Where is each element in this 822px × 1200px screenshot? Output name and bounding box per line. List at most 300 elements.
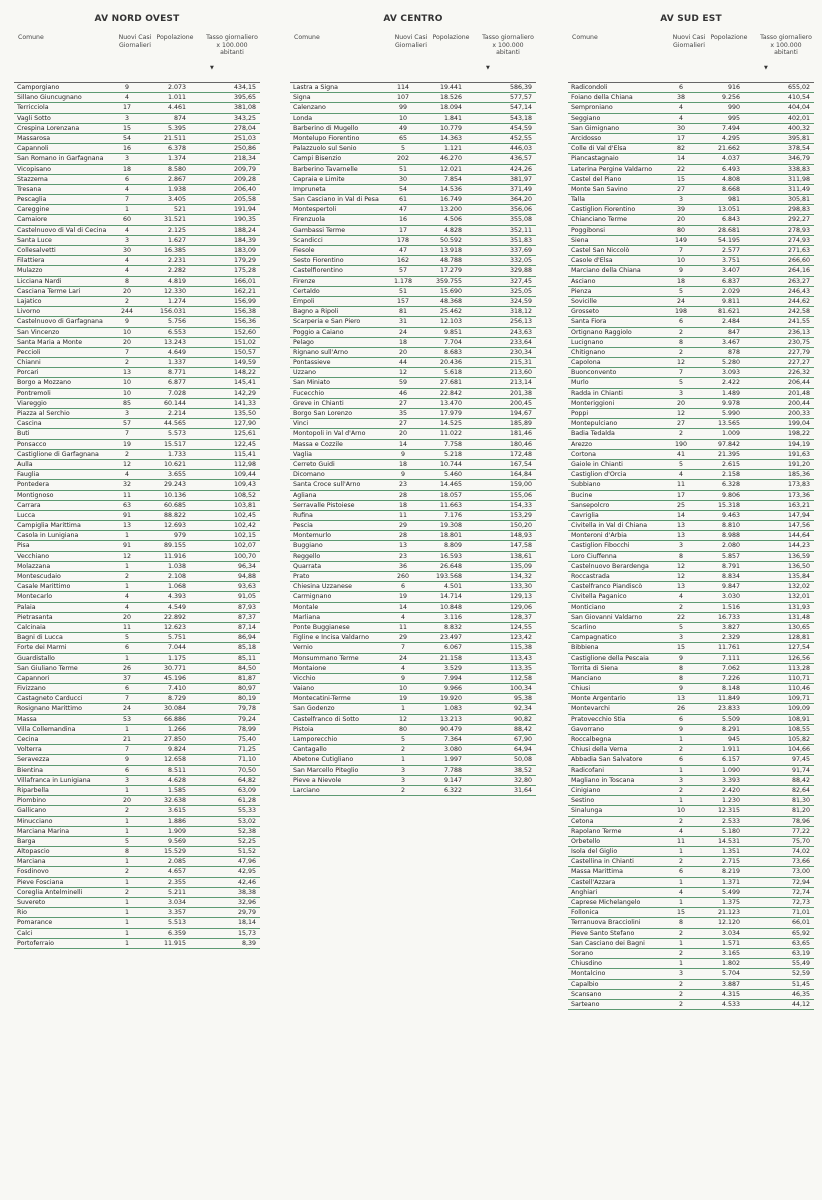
nuovi-casi-cell: 3 bbox=[678, 196, 683, 204]
table-row bbox=[14, 470, 260, 480]
tasso-cell: 167,54 bbox=[509, 460, 532, 468]
comune-cell: Rufina bbox=[293, 511, 313, 519]
tasso-cell: 113,43 bbox=[509, 654, 532, 662]
table-body bbox=[14, 82, 260, 949]
popolazione-cell: 16.593 bbox=[439, 552, 462, 560]
comune-cell: Chiusi della Verna bbox=[571, 746, 628, 754]
comune-cell: Guardistallo bbox=[17, 654, 55, 662]
comune-cell: Fiesole bbox=[293, 247, 315, 254]
nuovi-casi-cell: 27 bbox=[676, 185, 685, 193]
comune-cell: Buggiano bbox=[293, 542, 323, 550]
popolazione-cell: 1.175 bbox=[167, 654, 186, 662]
popolazione-cell: 4.549 bbox=[167, 603, 186, 611]
table-row bbox=[290, 215, 536, 225]
tasso-cell: 38,52 bbox=[513, 766, 532, 774]
popolazione-cell: 25.462 bbox=[439, 308, 462, 316]
tasso-cell: 213,60 bbox=[509, 369, 532, 377]
tasso-cell: 201,38 bbox=[509, 389, 532, 397]
popolazione-cell: 4.295 bbox=[721, 134, 740, 142]
nuovi-casi-cell: 15 bbox=[676, 644, 685, 652]
tasso-cell: 148,22 bbox=[233, 369, 256, 377]
table-row bbox=[14, 165, 260, 175]
table-row bbox=[290, 704, 536, 714]
table-row bbox=[14, 195, 260, 205]
tasso-cell: 64,82 bbox=[237, 776, 256, 784]
nuovi-casi-cell: 3 bbox=[124, 410, 129, 417]
comune-cell: Chiusi bbox=[571, 685, 591, 693]
table-row bbox=[568, 429, 814, 439]
comune-cell: Loro Ciuffenna bbox=[571, 552, 617, 560]
tasso-cell: 129,06 bbox=[509, 603, 532, 611]
comune-cell: Casole d'Elsa bbox=[571, 257, 613, 265]
nuovi-casi-cell: 54 bbox=[398, 185, 407, 193]
tasso-cell: 109,09 bbox=[787, 705, 810, 713]
tasso-cell: 100,70 bbox=[233, 552, 256, 560]
table-row bbox=[568, 929, 814, 939]
nuovi-casi-cell: 13 bbox=[676, 532, 685, 540]
tasso-cell: 218,34 bbox=[233, 155, 256, 163]
tasso-cell: 77,22 bbox=[791, 827, 810, 835]
comune-cell: Larciano bbox=[293, 786, 320, 794]
table-row bbox=[568, 664, 814, 674]
tasso-cell: 78,96 bbox=[791, 817, 810, 825]
tasso-cell: 87,93 bbox=[237, 603, 256, 611]
comune-cell: Poggio a Caiano bbox=[293, 328, 344, 336]
comune-cell: Montemurlo bbox=[293, 532, 331, 540]
table-row bbox=[290, 409, 536, 419]
popolazione-cell: 7.044 bbox=[167, 644, 186, 652]
popolazione-cell: 3.357 bbox=[167, 909, 186, 917]
table-row bbox=[14, 674, 260, 684]
comune-cell: Castiglion Fibocchi bbox=[571, 542, 630, 550]
nuovi-casi-cell: 3 bbox=[678, 542, 683, 550]
tasso-cell: 79,24 bbox=[237, 715, 256, 723]
nuovi-casi-cell: 1 bbox=[678, 766, 683, 774]
table-row bbox=[290, 399, 536, 409]
nuovi-casi-cell: 7 bbox=[124, 348, 129, 356]
table-row bbox=[14, 766, 260, 776]
tasso-cell: 72,94 bbox=[791, 878, 810, 886]
table-row bbox=[290, 297, 536, 307]
table-row bbox=[14, 643, 260, 653]
comune-cell: Figline e Incisa Valdarno bbox=[293, 634, 369, 642]
popolazione-cell: 21.123 bbox=[717, 909, 740, 917]
nuovi-casi-cell: 1 bbox=[124, 583, 129, 591]
tasso-cell: 209,79 bbox=[233, 165, 256, 173]
popolazione-cell: 16.749 bbox=[439, 196, 462, 204]
comune-cell: Seggiano bbox=[571, 114, 601, 122]
popolazione-cell: 1.585 bbox=[167, 786, 186, 794]
comune-cell: Lucca bbox=[17, 511, 36, 519]
table-row bbox=[14, 867, 260, 877]
popolazione-cell: 9.806 bbox=[721, 491, 740, 499]
comune-cell: Filattiera bbox=[17, 257, 45, 265]
table-row bbox=[14, 521, 260, 531]
header-comune: Comune bbox=[572, 34, 598, 41]
nuovi-casi-cell: 2 bbox=[678, 949, 683, 957]
popolazione-cell: 29.243 bbox=[163, 481, 186, 489]
tasso-cell: 381,97 bbox=[509, 175, 532, 183]
comune-cell: Fosdinovo bbox=[17, 868, 49, 876]
comune-cell: Forte dei Marmi bbox=[17, 644, 67, 652]
region-panel bbox=[290, 11, 536, 796]
nuovi-casi-cell: 10 bbox=[122, 389, 131, 397]
popolazione-cell: 12.623 bbox=[163, 623, 186, 631]
nuovi-casi-cell: 14 bbox=[398, 440, 407, 448]
table-row bbox=[290, 389, 536, 399]
tasso-cell: 71,25 bbox=[237, 746, 256, 754]
comune-cell: Rosignano Marittimo bbox=[17, 705, 82, 713]
table-row bbox=[14, 562, 260, 572]
popolazione-cell: 7.176 bbox=[443, 511, 462, 519]
table-row bbox=[290, 643, 536, 653]
popolazione-cell: 2.484 bbox=[721, 318, 740, 326]
popolazione-cell: 2.420 bbox=[721, 786, 740, 794]
nuovi-casi-cell: 1 bbox=[124, 909, 129, 917]
table-row bbox=[14, 440, 260, 450]
tasso-cell: 130,65 bbox=[787, 623, 810, 631]
popolazione-cell: 8.580 bbox=[167, 165, 186, 173]
popolazione-cell: 13.200 bbox=[439, 206, 462, 214]
nuovi-casi-cell: 9 bbox=[400, 450, 405, 458]
nuovi-casi-cell: 13 bbox=[676, 522, 685, 530]
nuovi-casi-cell: 80 bbox=[398, 725, 407, 733]
comune-cell: Livorno bbox=[17, 308, 41, 316]
comune-cell: Prato bbox=[293, 573, 310, 580]
nuovi-casi-cell: 12 bbox=[676, 359, 685, 367]
tasso-cell: 78,99 bbox=[237, 725, 256, 733]
nuovi-casi-cell: 29 bbox=[398, 634, 407, 642]
tasso-cell: 151,02 bbox=[233, 338, 256, 346]
tasso-cell: 410,54 bbox=[787, 94, 810, 102]
popolazione-cell: 4.315 bbox=[721, 990, 740, 998]
popolazione-cell: 30.771 bbox=[163, 664, 186, 672]
nuovi-casi-cell: 2 bbox=[678, 348, 683, 356]
tasso-cell: 395,65 bbox=[233, 94, 256, 102]
popolazione-cell: 193.568 bbox=[435, 573, 462, 580]
table-row bbox=[14, 256, 260, 266]
popolazione-cell: 9.811 bbox=[721, 297, 740, 305]
table-row bbox=[14, 226, 260, 236]
popolazione-cell: 6.877 bbox=[167, 379, 186, 387]
popolazione-cell: 8.810 bbox=[721, 522, 740, 530]
nuovi-casi-cell: 4 bbox=[678, 827, 683, 835]
table-row bbox=[290, 603, 536, 613]
table-row bbox=[14, 827, 260, 837]
table-row bbox=[14, 878, 260, 888]
tasso-cell: 233,64 bbox=[509, 338, 532, 346]
table-row bbox=[14, 389, 260, 399]
table-row bbox=[568, 460, 814, 470]
nuovi-casi-cell: 2 bbox=[678, 328, 683, 336]
tasso-cell: 227,79 bbox=[787, 348, 810, 356]
nuovi-casi-cell: 63 bbox=[122, 501, 131, 509]
tasso-cell: 44,12 bbox=[791, 1000, 810, 1008]
popolazione-cell: 3.405 bbox=[167, 196, 186, 204]
popolazione-cell: 5.460 bbox=[443, 471, 462, 479]
table-row bbox=[14, 572, 260, 582]
comune-cell: Chiusdino bbox=[571, 960, 602, 968]
header-popolazione: Popolazione bbox=[710, 34, 748, 41]
popolazione-cell: 1.489 bbox=[721, 389, 740, 397]
nuovi-casi-cell: 8 bbox=[678, 664, 683, 672]
popolazione-cell: 4.461 bbox=[167, 104, 186, 112]
tasso-cell: 402,01 bbox=[787, 114, 810, 122]
comune-cell: Manciano bbox=[571, 674, 602, 682]
tasso-cell: 91,74 bbox=[791, 766, 810, 774]
nuovi-casi-cell: 3 bbox=[124, 776, 129, 784]
popolazione-cell: 28.681 bbox=[717, 226, 740, 234]
table-row bbox=[568, 226, 814, 236]
popolazione-cell: 2.080 bbox=[721, 542, 740, 550]
comune-cell: Sesto Fiorentino bbox=[293, 257, 344, 265]
nuovi-casi-cell: 9 bbox=[678, 725, 683, 733]
comune-cell: Montalcino bbox=[571, 970, 606, 978]
comune-cell: Pietrasanta bbox=[17, 613, 53, 621]
table-row bbox=[290, 195, 536, 205]
popolazione-cell: 9.851 bbox=[443, 328, 462, 336]
tasso-cell: 104,66 bbox=[787, 746, 810, 754]
tasso-cell: 355,08 bbox=[509, 216, 532, 224]
popolazione-cell: 27.681 bbox=[439, 379, 462, 387]
tasso-cell: 271,63 bbox=[787, 247, 810, 254]
tasso-cell: 87,14 bbox=[237, 623, 256, 631]
comune-cell: Roccastrada bbox=[571, 573, 610, 580]
nuovi-casi-cell: 13 bbox=[122, 369, 131, 377]
table-row bbox=[568, 541, 814, 551]
table-row bbox=[14, 888, 260, 898]
comune-cell: Capolona bbox=[571, 359, 601, 367]
popolazione-cell: 6.843 bbox=[721, 216, 740, 224]
table-row bbox=[568, 521, 814, 531]
nuovi-casi-cell: 17 bbox=[676, 134, 685, 142]
tasso-cell: 278,04 bbox=[233, 124, 256, 132]
table-row bbox=[290, 348, 536, 358]
popolazione-cell: 6.067 bbox=[443, 644, 462, 652]
table-row bbox=[14, 552, 260, 562]
nuovi-casi-cell: 1 bbox=[124, 939, 129, 947]
popolazione-cell: 847 bbox=[727, 328, 740, 336]
nuovi-casi-cell: 5 bbox=[124, 837, 129, 845]
comune-cell: Riparbella bbox=[17, 786, 49, 794]
nuovi-casi-cell: 1 bbox=[678, 797, 683, 805]
comune-cell: Firenzuola bbox=[293, 216, 325, 224]
table-row bbox=[14, 735, 260, 745]
tasso-cell: 164,84 bbox=[509, 471, 532, 479]
nuovi-casi-cell: 31 bbox=[398, 318, 407, 326]
nuovi-casi-cell: 7 bbox=[678, 247, 683, 254]
tasso-cell: 264,16 bbox=[787, 267, 810, 275]
table-row bbox=[568, 745, 814, 755]
table-row bbox=[568, 837, 814, 847]
table-row bbox=[568, 134, 814, 144]
table-row bbox=[568, 796, 814, 806]
table-row bbox=[568, 256, 814, 266]
table-row bbox=[568, 857, 814, 867]
popolazione-cell: 18.057 bbox=[439, 491, 462, 499]
comune-cell: Serravalle Pistoiese bbox=[293, 501, 355, 509]
nuovi-casi-cell: 202 bbox=[396, 155, 410, 163]
nuovi-casi-cell: 1 bbox=[678, 848, 683, 856]
popolazione-cell: 9.966 bbox=[443, 685, 462, 693]
table-row bbox=[290, 124, 536, 134]
nuovi-casi-cell: 6 bbox=[678, 715, 683, 723]
comune-cell: Collesalvetti bbox=[17, 247, 56, 254]
nuovi-casi-cell: 9 bbox=[124, 318, 129, 326]
table-row bbox=[568, 246, 814, 256]
popolazione-cell: 2.108 bbox=[167, 573, 186, 580]
nuovi-casi-cell: 57 bbox=[398, 267, 407, 275]
table-row bbox=[14, 134, 260, 144]
popolazione-cell: 44.565 bbox=[163, 420, 186, 428]
tasso-cell: 199,04 bbox=[787, 420, 810, 428]
popolazione-cell: 31.521 bbox=[163, 216, 186, 224]
nuovi-casi-cell: 12 bbox=[676, 562, 685, 570]
tasso-cell: 351,83 bbox=[509, 236, 532, 244]
table-row bbox=[290, 236, 536, 246]
nuovi-casi-cell: 5 bbox=[678, 623, 683, 631]
nuovi-casi-cell: 6 bbox=[124, 685, 129, 693]
popolazione-cell: 12.658 bbox=[163, 756, 186, 764]
comune-cell: Altopascio bbox=[17, 848, 50, 856]
nuovi-casi-cell: 10 bbox=[676, 257, 685, 265]
table-row bbox=[568, 297, 814, 307]
nuovi-casi-cell: 24 bbox=[398, 328, 407, 336]
comune-cell: Isola del Giglio bbox=[571, 848, 618, 856]
table-row bbox=[568, 735, 814, 745]
table-row bbox=[14, 266, 260, 276]
comune-cell: Peccioli bbox=[17, 348, 41, 356]
comune-cell: Pratovecchio Stia bbox=[571, 715, 626, 723]
table-row bbox=[290, 419, 536, 429]
tasso-cell: 71,01 bbox=[791, 909, 810, 917]
comune-cell: Orbetello bbox=[571, 837, 601, 845]
nuovi-casi-cell: 28 bbox=[398, 532, 407, 540]
tasso-cell: 179,29 bbox=[233, 257, 256, 265]
comune-cell: Magliano in Toscana bbox=[571, 776, 635, 784]
tasso-cell: 352,11 bbox=[509, 226, 532, 234]
tasso-cell: 454,59 bbox=[509, 124, 532, 132]
tasso-cell: 236,13 bbox=[787, 328, 810, 336]
nuovi-casi-cell: 1 bbox=[124, 827, 129, 835]
nuovi-casi-cell: 30 bbox=[398, 175, 407, 183]
comune-cell: Piombino bbox=[17, 797, 46, 805]
nuovi-casi-cell: 54 bbox=[122, 134, 131, 142]
popolazione-cell: 15.529 bbox=[163, 848, 186, 856]
nuovi-casi-cell: 19 bbox=[398, 593, 407, 601]
popolazione-cell: 11.849 bbox=[717, 695, 740, 703]
tasso-cell: 51,52 bbox=[237, 848, 256, 856]
comune-cell: Vinci bbox=[293, 420, 309, 428]
table-row bbox=[568, 959, 814, 969]
comune-cell: Aulla bbox=[17, 460, 33, 468]
nuovi-casi-cell: 20 bbox=[122, 797, 131, 805]
tasso-cell: 371,49 bbox=[509, 185, 532, 193]
comune-cell: Follonica bbox=[571, 909, 599, 917]
comune-cell: Campagnatico bbox=[571, 634, 617, 642]
tasso-cell: 154,33 bbox=[509, 501, 532, 509]
popolazione-cell: 23.833 bbox=[717, 705, 740, 713]
tasso-cell: 123,42 bbox=[509, 634, 532, 642]
nuovi-casi-cell: 60 bbox=[122, 216, 131, 224]
popolazione-cell: 11.761 bbox=[717, 644, 740, 652]
nuovi-casi-cell: 1 bbox=[124, 725, 129, 733]
tasso-cell: 241,55 bbox=[787, 318, 810, 326]
table-row bbox=[290, 541, 536, 551]
table-row bbox=[568, 725, 814, 735]
table-row bbox=[290, 766, 536, 776]
comune-cell: Marciana bbox=[17, 858, 46, 866]
nuovi-casi-cell: 23 bbox=[398, 481, 407, 489]
popolazione-cell: 5.573 bbox=[167, 430, 186, 438]
comune-cell: Abbadia San Salvatore bbox=[571, 756, 643, 764]
table-row bbox=[290, 735, 536, 745]
comune-cell: Cerreto Guidi bbox=[293, 460, 335, 468]
popolazione-cell: 10.136 bbox=[163, 491, 186, 499]
comune-cell: San Giovanni Valdarno bbox=[571, 613, 643, 621]
popolazione-cell: 981 bbox=[727, 196, 740, 204]
nuovi-casi-cell: 18 bbox=[398, 460, 407, 468]
nuovi-casi-cell: 10 bbox=[122, 379, 131, 387]
popolazione-cell: 7.410 bbox=[167, 685, 186, 693]
table-row bbox=[290, 531, 536, 541]
nuovi-casi-cell: 4 bbox=[678, 888, 683, 896]
table-row bbox=[568, 572, 814, 582]
table-row bbox=[14, 929, 260, 939]
comune-cell: Santa Fiora bbox=[571, 318, 607, 326]
nuovi-casi-cell: 15 bbox=[676, 175, 685, 183]
tasso-cell: 183,09 bbox=[233, 247, 256, 254]
comune-cell: Vernio bbox=[293, 644, 313, 652]
tasso-cell: 65,92 bbox=[791, 929, 810, 937]
table-row bbox=[14, 144, 260, 154]
comune-cell: Monticiano bbox=[571, 603, 606, 611]
comune-cell: Castelfiorentino bbox=[293, 267, 343, 275]
comune-cell: Minucciano bbox=[17, 817, 53, 825]
table-row bbox=[290, 572, 536, 582]
table-row bbox=[290, 470, 536, 480]
sort-desc-icon: ▼ bbox=[486, 65, 490, 71]
comune-cell: Piancastagnaio bbox=[571, 155, 619, 163]
popolazione-cell: 4.649 bbox=[167, 348, 186, 356]
popolazione-cell: 1.038 bbox=[167, 562, 186, 570]
comune-cell: Radicondoli bbox=[571, 84, 608, 91]
comune-cell: Santa Croce sull'Arno bbox=[293, 481, 361, 489]
tasso-cell: 80,97 bbox=[237, 685, 256, 693]
tasso-cell: 200,45 bbox=[509, 399, 532, 407]
nuovi-casi-cell: 2 bbox=[124, 297, 129, 305]
popolazione-cell: 6.837 bbox=[721, 277, 740, 285]
popolazione-cell: 10.779 bbox=[439, 124, 462, 132]
popolazione-cell: 3.467 bbox=[721, 338, 740, 346]
tasso-cell: 64,94 bbox=[513, 746, 532, 754]
table-row bbox=[568, 440, 814, 450]
popolazione-cell: 12.103 bbox=[439, 318, 462, 326]
nuovi-casi-cell: 1 bbox=[678, 878, 683, 886]
tasso-cell: 46,35 bbox=[791, 990, 810, 998]
table-row bbox=[568, 827, 814, 837]
nuovi-casi-cell: 14 bbox=[398, 603, 407, 611]
table-row bbox=[568, 83, 814, 93]
nuovi-casi-cell: 47 bbox=[398, 206, 407, 214]
tasso-cell: 52,25 bbox=[237, 837, 256, 845]
nuovi-casi-cell: 32 bbox=[122, 481, 131, 489]
popolazione-cell: 1.938 bbox=[167, 185, 186, 193]
nuovi-casi-cell: 36 bbox=[398, 562, 407, 570]
table-row bbox=[290, 511, 536, 521]
nuovi-casi-cell: 1 bbox=[124, 878, 129, 886]
tasso-cell: 134,32 bbox=[509, 573, 532, 580]
